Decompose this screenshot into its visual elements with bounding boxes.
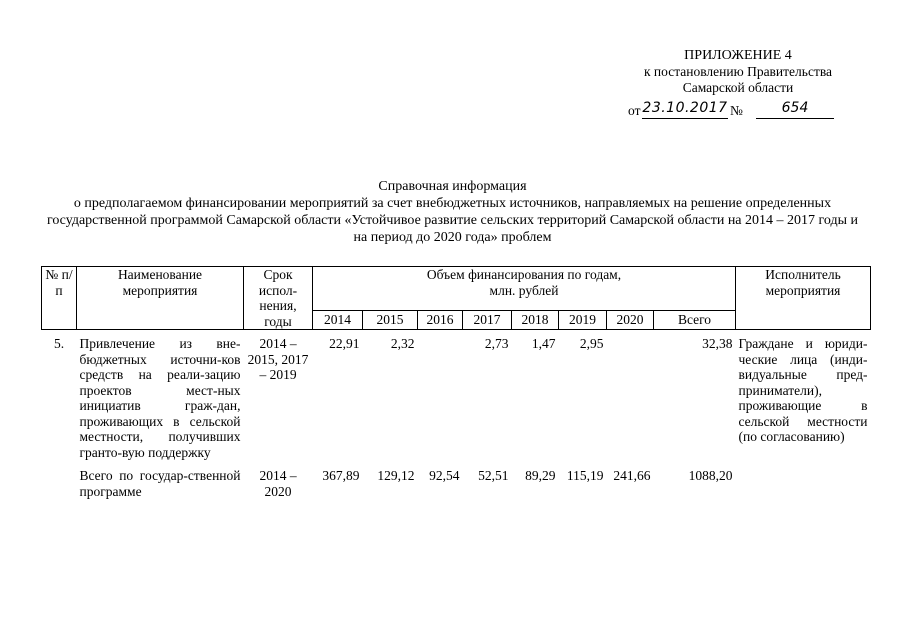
- decree-number: 654: [756, 100, 834, 119]
- header-executor: Исполнитель мероприятия: [736, 267, 871, 330]
- value-cell: 2,32: [390, 336, 415, 351]
- value-cell: 1,47: [531, 336, 556, 351]
- value-cell: 52,51: [478, 468, 509, 483]
- total-cell: 1088,20: [688, 468, 733, 483]
- row-name: Всего по государ-ственной программе: [79, 468, 241, 499]
- number-label: №: [730, 103, 743, 118]
- table-row: [42, 468, 871, 499]
- header-funding: Объем финансирования по годам, млн. рублей: [313, 267, 736, 311]
- from-label: от: [628, 103, 641, 118]
- header-name: Наименование мероприятия: [77, 267, 244, 330]
- document-subtitle: о предполагаемом финансировании мероприятий за счет внебюджетных источников, направляемых на решение определенных государственной программой Самарской области «Устойчивое развитие сельских территорий Самарской области на 2014 – 2017 годы и на период до 2020 года» проблем: [46, 196, 859, 245]
- row-executor: [736, 468, 871, 499]
- appendix-line-2: Самарской области: [682, 80, 794, 95]
- decree-reference: [628, 100, 868, 122]
- value-cell: 115,19: [566, 468, 604, 483]
- table-row: [42, 330, 871, 469]
- row-executor: Граждане и юриди-ческие лица (инди-видуальные пред-приниматели), проживающие в сельской местности (по согласованию): [738, 336, 868, 444]
- row-num: 5.: [53, 336, 65, 351]
- value-cell: [418, 330, 463, 469]
- value-cell: 89,29: [525, 468, 556, 483]
- row-term: 2014 – 2015, 2017 – 2019: [247, 336, 309, 382]
- year-header: 2017: [463, 311, 512, 330]
- value-cell: 241,66: [613, 468, 651, 483]
- year-header: 2018: [512, 311, 559, 330]
- appendix-title: ПРИЛОЖЕНИЕ 4: [684, 48, 792, 63]
- row-num: [42, 468, 77, 499]
- value-cell: 367,89: [322, 468, 360, 483]
- value-cell: [607, 330, 654, 469]
- value-cell: 2,95: [579, 336, 604, 351]
- total-cell: 32,38: [702, 336, 733, 351]
- appendix-line-1: к постановлению Правительства: [643, 64, 833, 79]
- funding-table: [41, 266, 871, 499]
- year-header: 2014: [313, 311, 363, 330]
- year-header: 2016: [418, 311, 463, 330]
- header-term: Срок испол-нения, годы: [244, 267, 313, 330]
- header-num: № п/п: [42, 267, 77, 330]
- value-cell: 2,73: [484, 336, 509, 351]
- row-term: 2014 – 2020: [259, 468, 297, 499]
- document-heading: [40, 178, 865, 246]
- appendix-header: [618, 48, 858, 96]
- value-cell: 129,12: [377, 468, 415, 483]
- total-header: Всего: [654, 311, 736, 330]
- row-name: Привлечение из вне-бюджетных источни-ков средств на реали-зацию проектов мест-ных инициатив граж-дан, проживающих в сельской местности, получивших гранто-вую поддержку: [79, 336, 241, 460]
- year-header: 2015: [363, 311, 418, 330]
- value-cell: 92,54: [429, 468, 460, 483]
- year-header: 2020: [607, 311, 654, 330]
- year-header: 2019: [559, 311, 607, 330]
- document-title: Справочная информация: [378, 179, 527, 194]
- decree-date: 23.10.2017: [642, 100, 728, 119]
- value-cell: 22,91: [329, 336, 360, 351]
